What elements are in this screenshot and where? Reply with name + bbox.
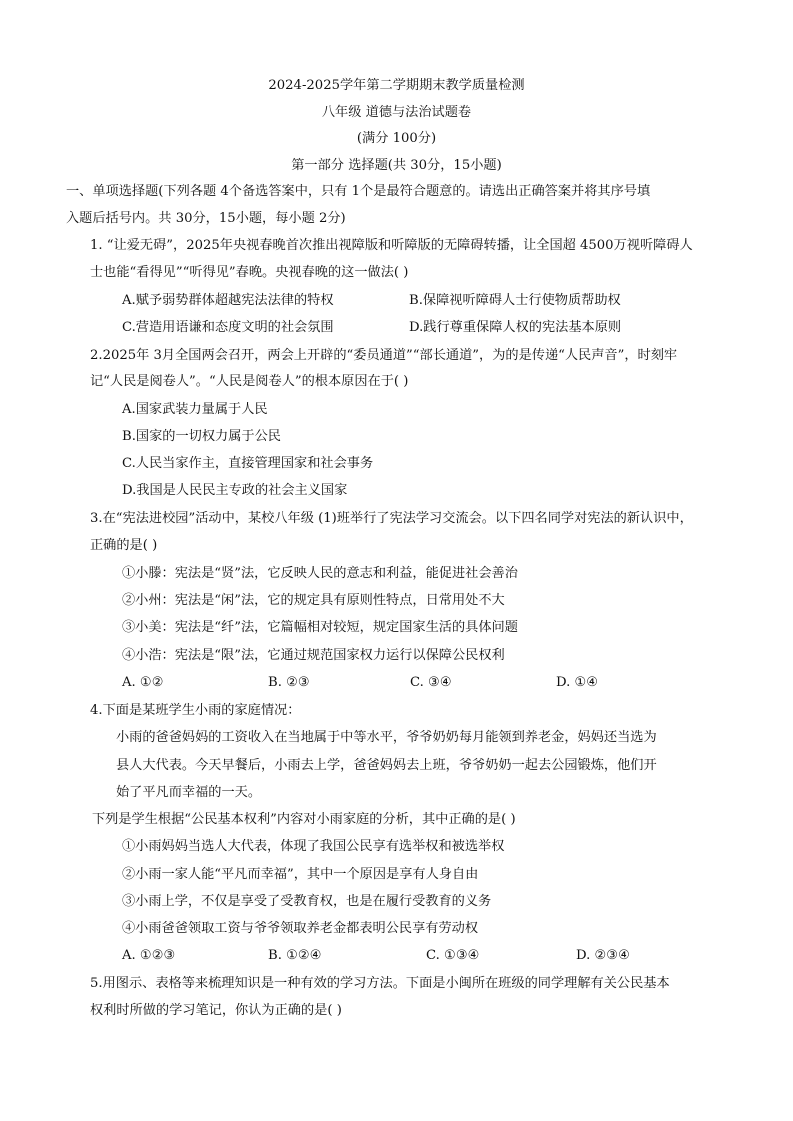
q1-option-c: C.营造用语谦和态度文明的社会氛围	[122, 320, 334, 335]
q2-option-c: C.人民当家作主，直接管理国家和社会事务	[122, 456, 374, 471]
exam-score: (满分 100分)	[356, 131, 437, 146]
q2-stem-cont: 记“人民是阅卷人”。“人民是阅卷人”的根本原因在于( )	[90, 374, 409, 389]
q2-option-d: D.我国是人民民主专政的社会主义国家	[122, 483, 348, 498]
q3-statement-1: ①小滕：宪法是“贤”法，它反映人民的意志和利益，能促进社会善治	[122, 566, 518, 581]
q4-passage-line-3: 始了平凡而幸福的一天。	[116, 785, 262, 800]
q1-option-b: B.保障视听障碍人士行使物质帮助权	[409, 293, 621, 308]
q4-statement-4: ④小雨爸爸领取工资与爷爷领取养老金都表明公民享有劳动权	[122, 921, 479, 936]
q4-stem: 4.下面是某班学生小雨的家庭情况：	[90, 703, 301, 718]
q1-option-d: D.践行尊重保障人权的宪法基本原则	[409, 320, 622, 335]
q5-stem-cont: 权利时所做的学习笔记，你认为正确的是( )	[90, 1003, 342, 1018]
q1-stem-cont: 士也能“看得见”“听得见”春晚。央视春晚的这一做法( )	[90, 265, 409, 280]
q4-question: 下列是学生根据“公民基本权利”内容对小雨家庭的分析，其中正确的是( )	[92, 812, 516, 827]
q3-stem-cont: 正确的是( )	[90, 538, 158, 553]
q1-stem: 1. “让爱无碍”，2025年央视春晚首次推出视障版和听障版的无障碍转播，让全国超 4500万视听障碍人	[90, 238, 693, 253]
q4-statement-3: ③小雨上学，不仅是享受了受教育权，也是在履行受教育的义务	[122, 894, 492, 909]
q3-option-c: C. ③④	[410, 675, 452, 690]
q2-option-b: B.国家的一切权力属于公民	[122, 429, 281, 444]
q1-option-a: A.赋予弱势群体超越宪法法律的特权	[122, 293, 334, 308]
section-instruction: 一、单项选择题(下列各题 4个备选答案中，只有 1个是最符合题意的。请选出正确答案并将其序号填	[66, 184, 651, 199]
q3-statement-2: ②小州：宪法是“闲”法，它的规定具有原则性特点，日常用处不大	[122, 593, 505, 608]
q5-stem: 5.用图示、表格等来梳理知识是一种有效的学习方法。下面是小闽所在班级的同学理解有关公民基本	[90, 976, 670, 991]
q3-option-d: D. ①④	[556, 675, 599, 690]
q4-statement-2: ②小雨一家人能“平凡而幸福”，其中一个原因是享有人身自由	[122, 867, 479, 882]
section-instruction-cont: 入题后括号内。共 30分，15小题，每小题 2分)	[66, 211, 346, 226]
q4-option-d: D. ②③④	[576, 948, 630, 963]
q4-option-b: B. ①②④	[268, 948, 322, 963]
q4-option-c: C. ①③④	[426, 948, 480, 963]
q4-statement-1: ①小雨妈妈当选人大代表，体现了我国公民享有选举权和被选举权	[122, 839, 505, 854]
exam-title: 2024-2025学年第二学期期末教学质量检测	[268, 78, 525, 93]
q3-option-b: B. ②③	[268, 675, 310, 690]
part-heading: 第一部分 选择题(共 30分，15小题)	[291, 158, 502, 173]
q3-statement-3: ③小美：宪法是“纤”法，它篇幅相对较短，规定国家生活的具体问题	[122, 620, 518, 635]
q3-statement-4: ④小浩：宪法是“限”法，它通过规范国家权力运行以保障公民权利	[122, 648, 505, 663]
exam-subtitle: 八年级 道德与法治试题卷	[321, 105, 472, 120]
q4-passage-line-2: 县人大代表。今天早餐后，小雨去上学，爸爸妈妈去上班，爷爷奶奶一起去公园锻炼，他们开	[116, 758, 657, 773]
q3-option-a: A. ①②	[122, 675, 164, 690]
q2-option-a: A.国家武装力量属于人民	[122, 402, 268, 417]
q2-stem: 2.2025年 3月全国两会召开，两会上开辟的“委员通道”“部长通道”，为的是传递“人民声音”，时刻牢	[90, 348, 678, 363]
q4-passage-line-1: 小雨的爸爸妈妈的工资收入在当地属于中等水平，爷爷奶奶每月能领到养老金，妈妈还当选为	[116, 730, 657, 745]
q3-stem: 3.在“宪法进校园”活动中，某校八年级 (1)班举行了宪法学习交流会。以下四名同学对宪法的新认识中，	[90, 511, 693, 526]
q4-option-a: A. ①②③	[122, 948, 176, 963]
